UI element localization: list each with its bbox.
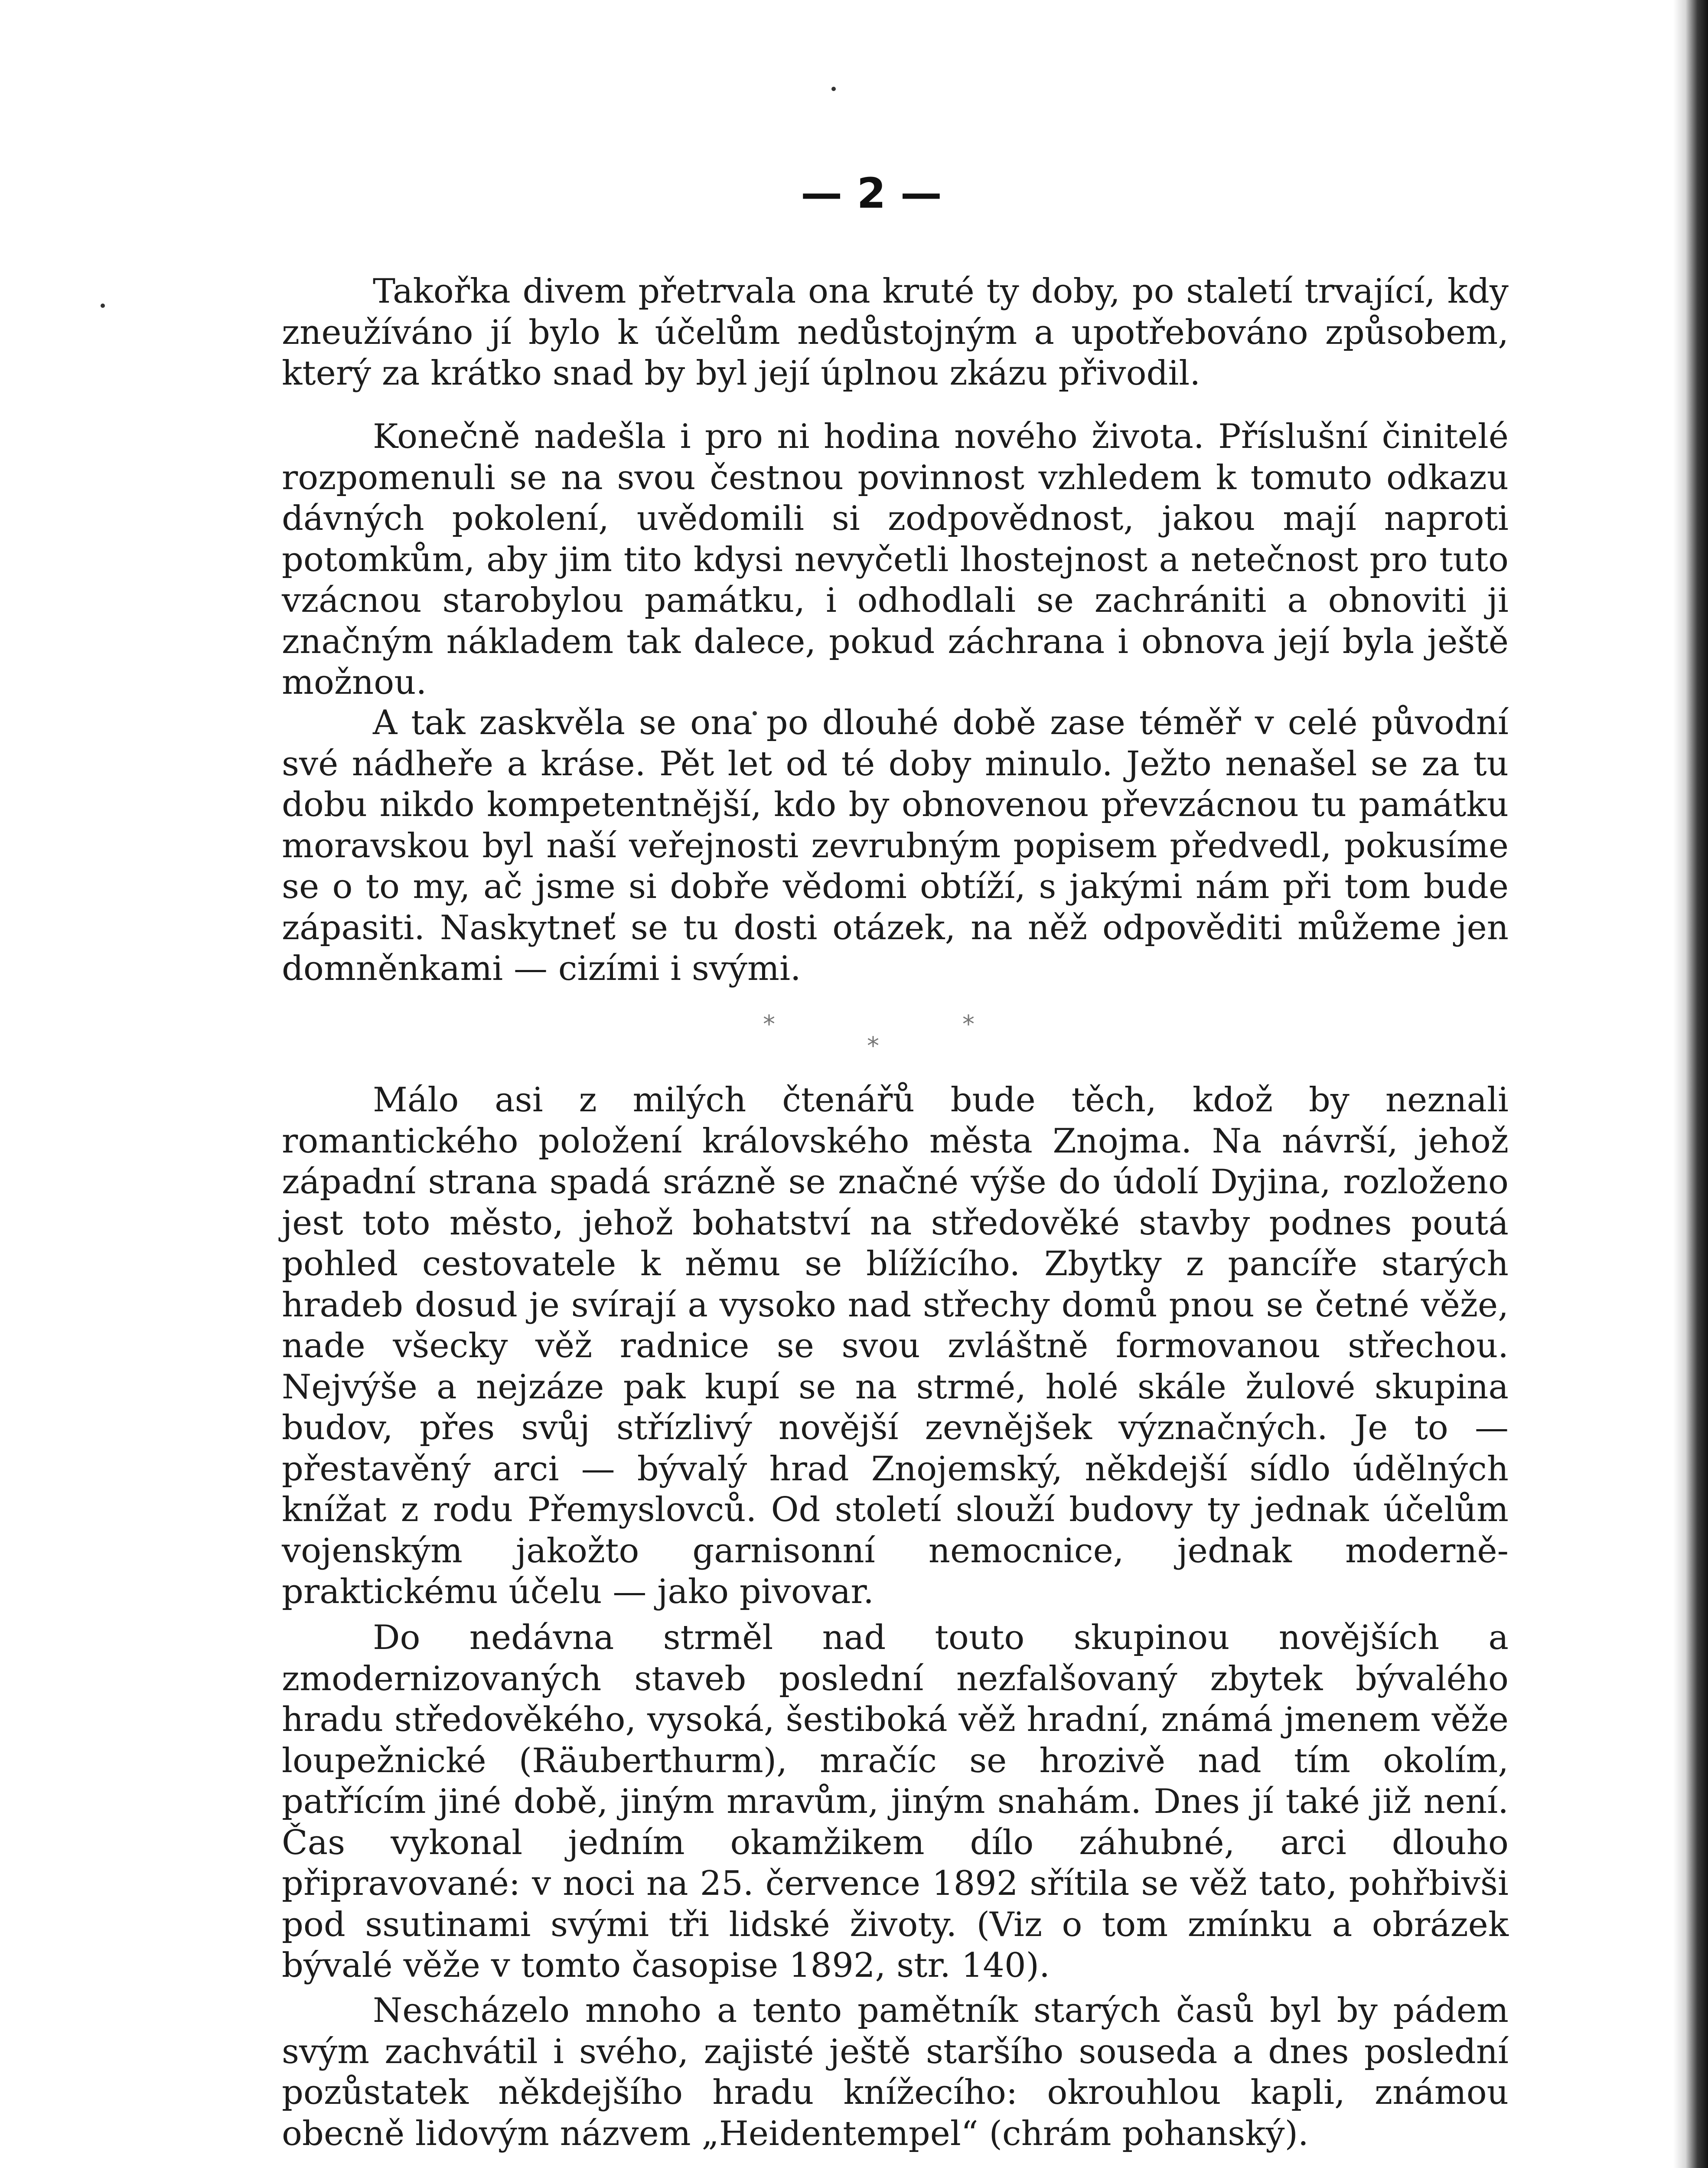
paragraph-4 [282,1080,1509,1613]
paragraph-text: Do nedávna strměl nad touto skupinou novějších a zmodernizovaných staveb poslední nezfalšovaný zbytek bývalého hradu středověkého, vysoká, šestiboká věž hradní, známá jmenem věže loupežnické (Räuberthurm), mračíc se hrozivě nad tím okolím, patřícím jiné době, jiným mravům, jiným snahám. Dnes jí také již není. Čas vykonal jedním okamžikem dílo záhubné, arci dlouho připravované: v noci na 25. července 1892 sřítila se věž tato, pohřbivši pod ssutinami svými tři lidské životy. (Viz o tom zmínku a obrázek bývalé věže v tomto časopise 1892, str. 140). [282,1618,1509,1985]
section-separator [737,1010,1014,1062]
page-binding-edge [1673,0,1708,2168]
asterisk: * [763,1010,775,1038]
paragraph-6 [282,1990,1509,2154]
paragraph-text: Nescházelo mnoho a tento pamětník starých časů byl by pádem svým zachvátil i svého, zajisté ještě staršího souseda a dnes poslední pozůstatek někdejšího hradu knížecího: okrouhlou kapli, známou obecně lidovým názvem „Heidentempel“ (chrám pohanský). [282,1991,1509,2153]
paragraph-text: Konečně nadešla i pro ni hodina nového života. Příslušní činitelé rozpomenuli se na svou čestnou povinnost vzhledem k tomuto odkazu dávných pokolení, uvědomili si zodpovědnost, jakou mají naproti potomkům, aby jim tito kdysi nevyčetli lhostejnost a netečnost pro tuto vzácnou starobylou památku, i odhodlali se zachrániti a obnoviti ji značným nákladem tak dalece, pokud záchrana i obnova její byla ještě možnou. [282,417,1509,702]
scan-speck [101,304,105,308]
paragraph-text: Takořka divem přetrvala ona kruté ty doby, po staletí trvající, kdy zneužíváno jí bylo k účelům nedůstojným a upotřebováno způsobem, který za krátko snad by byl její úplnou zkázu přivodil. [282,272,1509,393]
paragraph-2 [282,416,1509,703]
paragraph-1 [282,271,1509,394]
page-number: — 2 — [801,169,942,218]
paragraph-text: Málo asi z milých čtenářů bude těch, kdož by neznali romantického položení královského města Znojma. Na návrší, jehož západní strana spadá srázně se značné výše do údolí Dyjina, rozloženo jest toto město, jehož bohatství na středověké stavby podnes poutá pohled cestovatele k němu se blížícího. Zbytky z pancíře starých hradeb dosud je svírají a vysoko nad střechy domů pnou se četné věže, nade všecky věž radnice se svou zvláštně formovanou střechou. Nejvýše a nejzáze pak kupí se na strmé, holé skále žulové skupina budov, přes svůj střízlivý novější zevnějšek význačných. Je to — přestavěný arci — bývalý hrad Znojemský, někdejší sídlo údělných knížat z rodu Přemyslovců. Od století slouží budovy ty jednak účelům vojenským jakožto garnisonní nemocnice, jednak moderně-praktickému účelu — jako pivovar. [282,1081,1509,1611]
paragraph-5 [282,1617,1509,1986]
scan-speck [831,87,836,91]
asterisk: * [962,1010,975,1038]
paragraph-3 [282,702,1509,989]
asterisk: * [867,1032,879,1060]
paragraph-text: A tak zaskvěla se ona po dlouhé době zase téměř v celé původní své nádheře a kráse. Pět let od té doby minulo. Ježto nenašel se za tu dobu nikdo kompetentnější, kdo by obnovenou převzácnou tu památku moravskou byl naší veřejnosti zevrubným popisem předvedl, pokusíme se o to my, ač jsme si dobře vědomi obtíží, s jakými nám při tom bude zápasiti. Naskytneť se tu dosti otázek, na něž odpověditi můžeme jen domněnkami — cizími i svými. [282,703,1509,988]
